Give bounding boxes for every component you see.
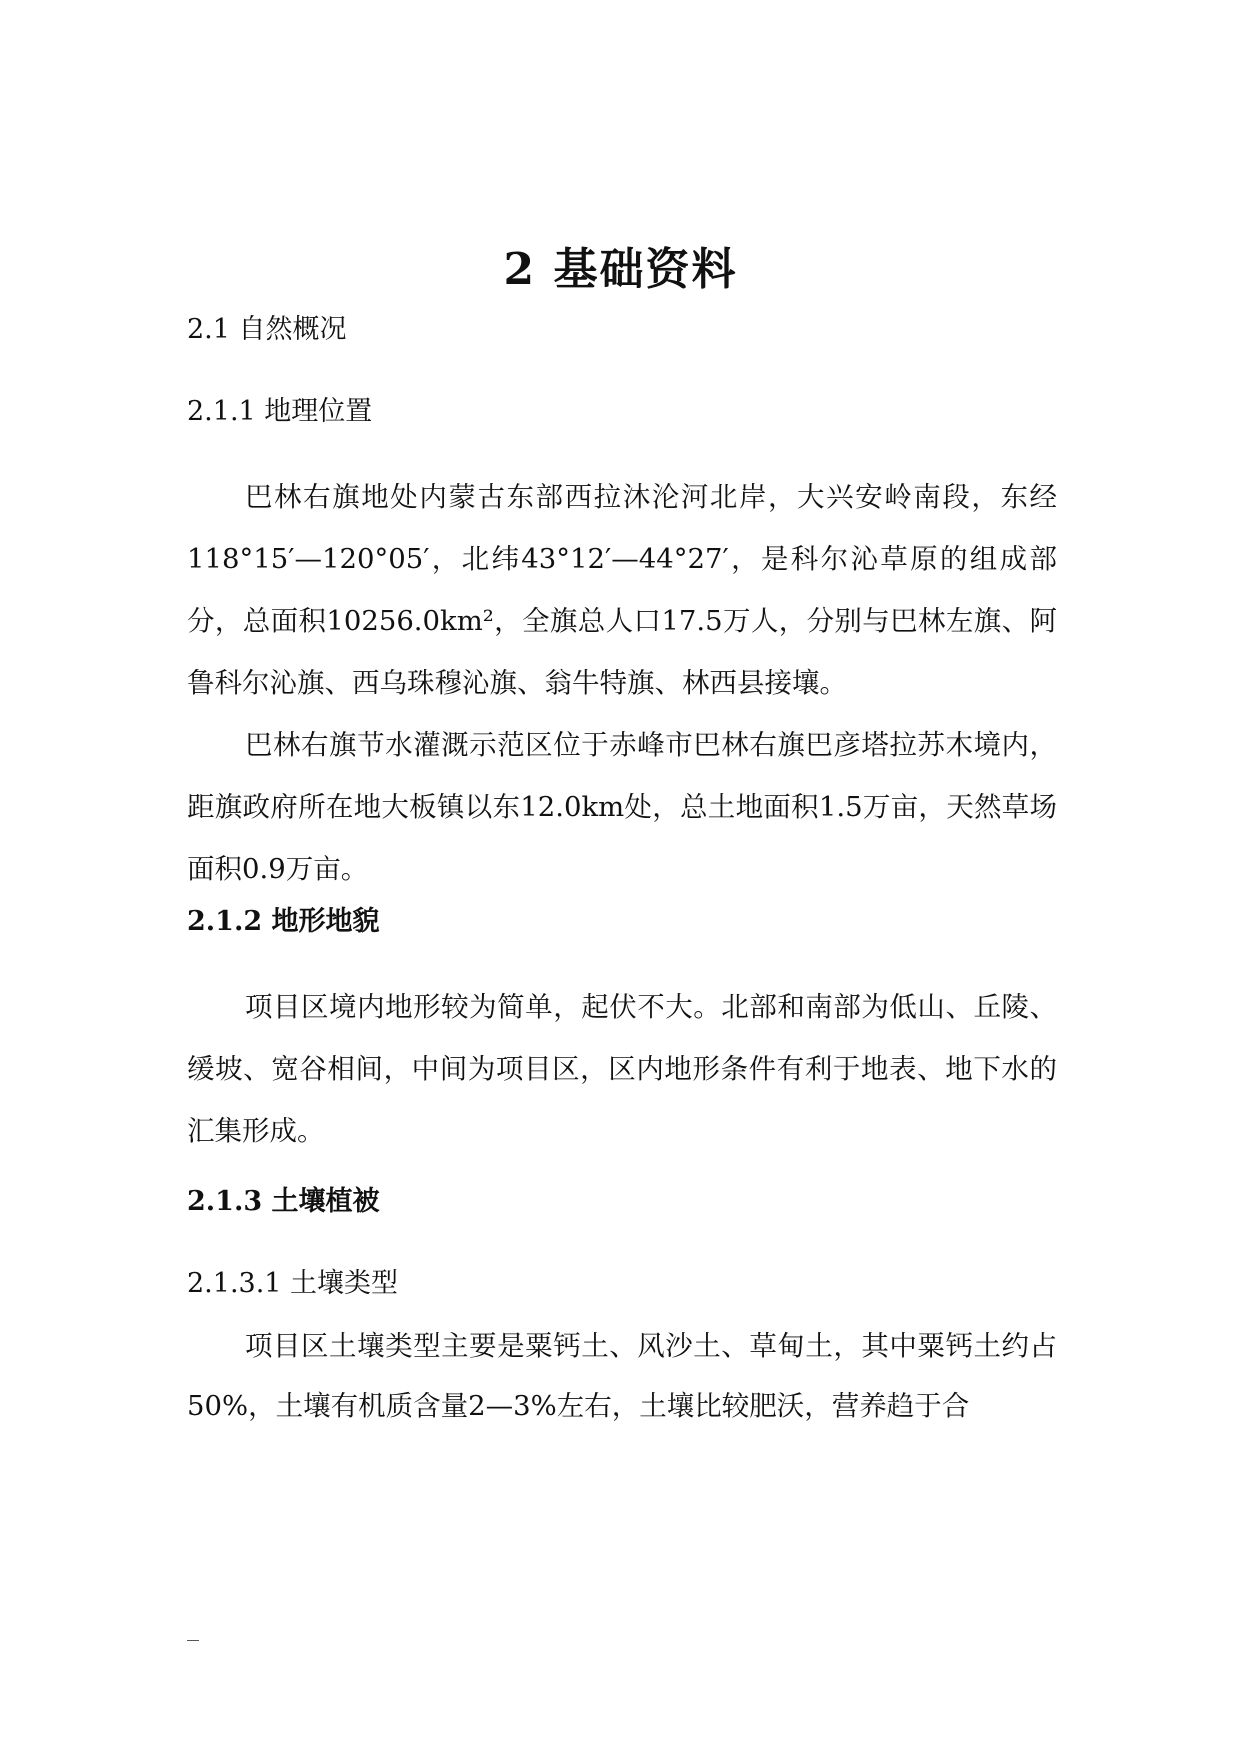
- footer-mark: [187, 1640, 199, 1641]
- paragraph-soil-type: 项目区土壤类型主要是粟钙土、风沙土、草甸土，其中粟钙土约占50%，土壤有机质含量2—3%左右，土壤比较肥沃，营养趋于合: [187, 1330, 1057, 1422]
- section-heading-2-1-2: 2.1.2 地形地貌: [187, 906, 380, 937]
- paragraph-terrain: 项目区境内地形较为简单，起伏不大。北部和南部为低山、丘陵、缓坡、宽谷相间，中间为项目区，区内地形条件有利于地表、地下水的汇集形成。: [187, 991, 1057, 1147]
- section-heading-2-1-1: 2.1.1 地理位置: [187, 396, 373, 427]
- paragraph-demonstration-area: 巴林右旗节水灌溉示范区位于赤峰市巴林右旗巴彦塔拉苏木境内，距旗政府所在地大板镇以东12.0km处，总土地面积1.5万亩，天然草场面积0.9万亩。: [187, 729, 1057, 885]
- chapter-title: 2 基础资料: [503, 244, 738, 295]
- section-heading-2-1-3-1: 2.1.3.1 土壤类型: [187, 1268, 399, 1299]
- section-heading-2-1-3: 2.1.3 土壤植被: [187, 1186, 380, 1217]
- section-heading-2-1: 2.1 自然概况: [187, 314, 347, 345]
- paragraph-geographic-location: 巴林右旗地处内蒙古东部西拉沐沦河北岸，大兴安岭南段，东经118°15′—120°05′，北纬43°12′—44°27′，是科尔沁草原的组成部分，总面积10256.0km²，全旗总人口17.5万人，分别与巴林左旗、阿鲁科尔沁旗、西乌珠穆沁旗、翁牛特旗、林西县接壤。: [187, 481, 1057, 699]
